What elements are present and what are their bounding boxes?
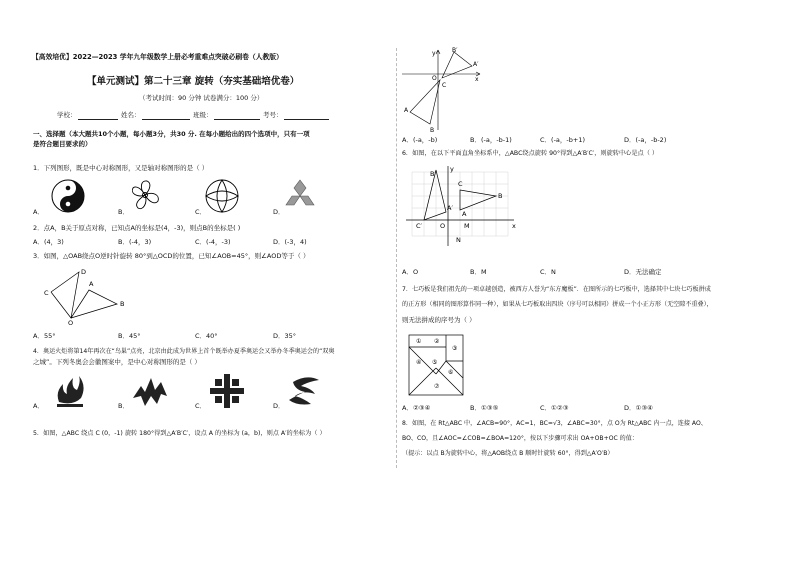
q1-option-c[interactable]: C．: [195, 208, 207, 216]
q7-option-d[interactable]: D．①③④: [624, 404, 653, 412]
q7-option-a[interactable]: A．②③④: [402, 404, 431, 412]
q3-label-c: C: [44, 289, 49, 297]
tangram-piece-4: ④: [416, 359, 422, 366]
circle-petals-icon: [204, 178, 240, 214]
q3-option-a[interactable]: A．55°: [33, 332, 56, 340]
ribbon-emblem-icon: [285, 372, 325, 410]
q6-label-c-prime: C′: [416, 222, 423, 230]
exam-info: （考试时间：90 分钟 试卷满分：100 分）: [139, 94, 264, 102]
q6-stem: 6．如图，在以下平面直角坐标系中，△ABC绕点旋转 90°得到△A′B′C′，则旋转中心是点（ ）: [402, 150, 659, 157]
tangram-piece-5: ⑤: [432, 359, 438, 366]
tangram-piece-3: ③: [452, 345, 458, 352]
q4-option-c[interactable]: C．: [195, 402, 207, 410]
q6-label-n: N: [456, 236, 461, 244]
q3-option-b[interactable]: B．45°: [118, 332, 141, 340]
class-label: 班级：: [193, 111, 213, 119]
class-field[interactable]: [214, 119, 260, 120]
q5-label-b-prime: B′: [452, 47, 458, 54]
q6-label-a: A: [462, 210, 467, 218]
q6-label-y: y: [450, 165, 454, 173]
yin-yang-icon: [50, 178, 86, 214]
school-label: 学校：: [57, 111, 77, 119]
q2-option-c[interactable]: C．(-4，-3): [195, 238, 231, 246]
snow-emblem-icon: [131, 372, 171, 410]
tangram-piece-7: ⑦: [434, 383, 440, 390]
exam-no-label: 考号：: [263, 111, 283, 119]
school-field[interactable]: [78, 119, 118, 120]
q1-option-d[interactable]: D．: [273, 208, 285, 216]
q4-option-d[interactable]: D．: [273, 402, 285, 410]
q6-label-b-prime: B′: [430, 170, 436, 178]
q6-option-d[interactable]: D．无法确定: [624, 268, 662, 276]
q3-label-o: O: [68, 319, 74, 327]
q1-option-a[interactable]: A．: [33, 208, 44, 216]
q3-triangle-figure: [43, 268, 138, 327]
q7-stem-3: 则无法拼成的序号为（ ）: [402, 316, 476, 324]
q3-option-c[interactable]: C．40°: [195, 332, 218, 340]
section1-heading-2: 是符合题目要求的）: [33, 140, 92, 148]
q8-stem: 8．如图，在 Rt△ABC 中，∠ACB=90°，AC=1，BC=√3，∠ABC=30°，点 O为 Rt△ABC 内一点，连接 AO、: [402, 420, 707, 427]
q6-label-m: M: [464, 222, 470, 230]
q6-label-o: O: [440, 222, 446, 230]
q3-stem: 3．如图，△OAB绕点O逆时针旋转 80°到△OCD的位置，已知∠AOB=45°，则∠AOD等于（ ）: [33, 252, 310, 260]
q5-label-y: y: [432, 50, 436, 57]
q7-option-b[interactable]: B．①③⑤: [470, 404, 499, 412]
q2-option-d[interactable]: D．(-3，4): [273, 238, 307, 246]
q5-label-b: B: [430, 127, 435, 134]
q3-option-d[interactable]: D．35°: [273, 332, 297, 340]
q7-option-c[interactable]: C．①②③: [540, 404, 569, 412]
q1-option-b[interactable]: B．: [118, 208, 129, 216]
q4-option-a[interactable]: A．: [33, 402, 44, 410]
q8-stem-2: BO、CO，且∠AOC=∠COB=∠BOA=120°，按以下步骤可求出 OA+OB+OC 的值：: [402, 435, 638, 442]
q1-stem: 1．下列图形，既是中心对称图形，又是轴对称图形的是（ ）: [33, 164, 209, 172]
name-field[interactable]: [142, 119, 190, 120]
q5-option-a[interactable]: A．(-a，-b): [402, 136, 438, 144]
mitsubishi-icon: [281, 178, 319, 214]
q6-label-c: C: [458, 180, 463, 188]
q6-grid-figure: [406, 166, 518, 248]
tangram-figure: [408, 334, 464, 396]
q5-option-b[interactable]: B．(-a，-b-1): [470, 136, 512, 144]
q5-label-x: x: [475, 76, 479, 83]
column-divider: [396, 48, 397, 468]
q4-option-b[interactable]: B．: [118, 402, 129, 410]
q2-option-a[interactable]: A．(4，3): [33, 238, 64, 246]
q7-stem-2: 的正方形（相同的图形算作同一种），如果从七巧板取出四块（序号可以相同）拼成一个小正方形（无空隙不重叠），: [402, 301, 713, 308]
tangram-piece-2: ②: [434, 338, 440, 345]
exam-no-field[interactable]: [284, 119, 329, 120]
q6-option-a[interactable]: A．O: [402, 268, 419, 276]
name-label: 姓名：: [121, 111, 141, 119]
section1-heading: 一、选择题（本大题共10个小题，每小题3分，共30 分. 在每小题给出的四个选项中，只有一项: [33, 130, 310, 138]
q6-label-a-prime: A′: [447, 204, 453, 212]
q6-option-c[interactable]: C．N: [540, 268, 556, 276]
q3-label-b: B: [120, 300, 125, 308]
tangram-piece-1: ①: [416, 338, 422, 345]
q5-label-c: C: [442, 82, 447, 89]
q8-hint: （提示：以点 B为旋转中心，将△AOB绕点 B 顺时针旋转 60°，得到△A′O′B）: [402, 450, 614, 457]
flower-icon: [127, 178, 163, 214]
torch-emblem-icon: [53, 372, 87, 410]
tangram-piece-6: ⑥: [448, 369, 454, 376]
q6-label-x: x: [512, 222, 516, 230]
page-title: 【单元测试】第二十三章 旋转（夯实基础培优卷）: [87, 76, 300, 87]
snowflake-emblem-icon: [207, 372, 247, 410]
q5-label-a-prime: A′: [473, 61, 479, 68]
q5-option-d[interactable]: D．(-a，-b-2): [624, 136, 667, 144]
q7-stem: 7．七巧板是我们祖先的一项卓越创造，被西方人誉为“东方魔板”．在图所示的七巧板中，选择其中七块七巧板拼成: [402, 286, 711, 293]
q5-stem: 5．如图，△ABC 绕点 C (0，-1) 旋转 180°得到△A′B′C′，设点 A 的坐标为 (a，b)，则点 A′的坐标为（ ）: [33, 430, 326, 437]
q4-stem-2: 之城”。下列冬奥会会徽图案中，是中心对称图形的是（ ）: [33, 358, 201, 366]
q5-label-o: O: [432, 75, 437, 82]
q6-label-b: B: [498, 192, 503, 200]
q4-stem: 4．奥运火炬将第14年再次在“鸟巢”点亮，北京由此成为世界上首个既举办夏季奥运会又举办冬季奥运会的“双奥: [33, 348, 335, 355]
q2-option-b[interactable]: B．(-4，3): [118, 238, 152, 246]
q5-label-a: A: [404, 107, 409, 114]
series-title: 【高效培优】2022—2023 学年九年级数学上册必考重难点突破必刷卷（人教版）: [32, 53, 283, 61]
q3-label-d: D: [81, 268, 87, 276]
q6-option-b[interactable]: B．M: [470, 268, 487, 276]
q2-stem: 2．点A，B关于原点对称，已知点A的坐标是(4，-3)，则点B的坐标是( ): [33, 224, 241, 232]
q5-coordinate-figure: [402, 47, 482, 134]
q5-option-c[interactable]: C．(-a，-b+1): [540, 136, 585, 144]
q3-label-a: A: [89, 280, 94, 288]
